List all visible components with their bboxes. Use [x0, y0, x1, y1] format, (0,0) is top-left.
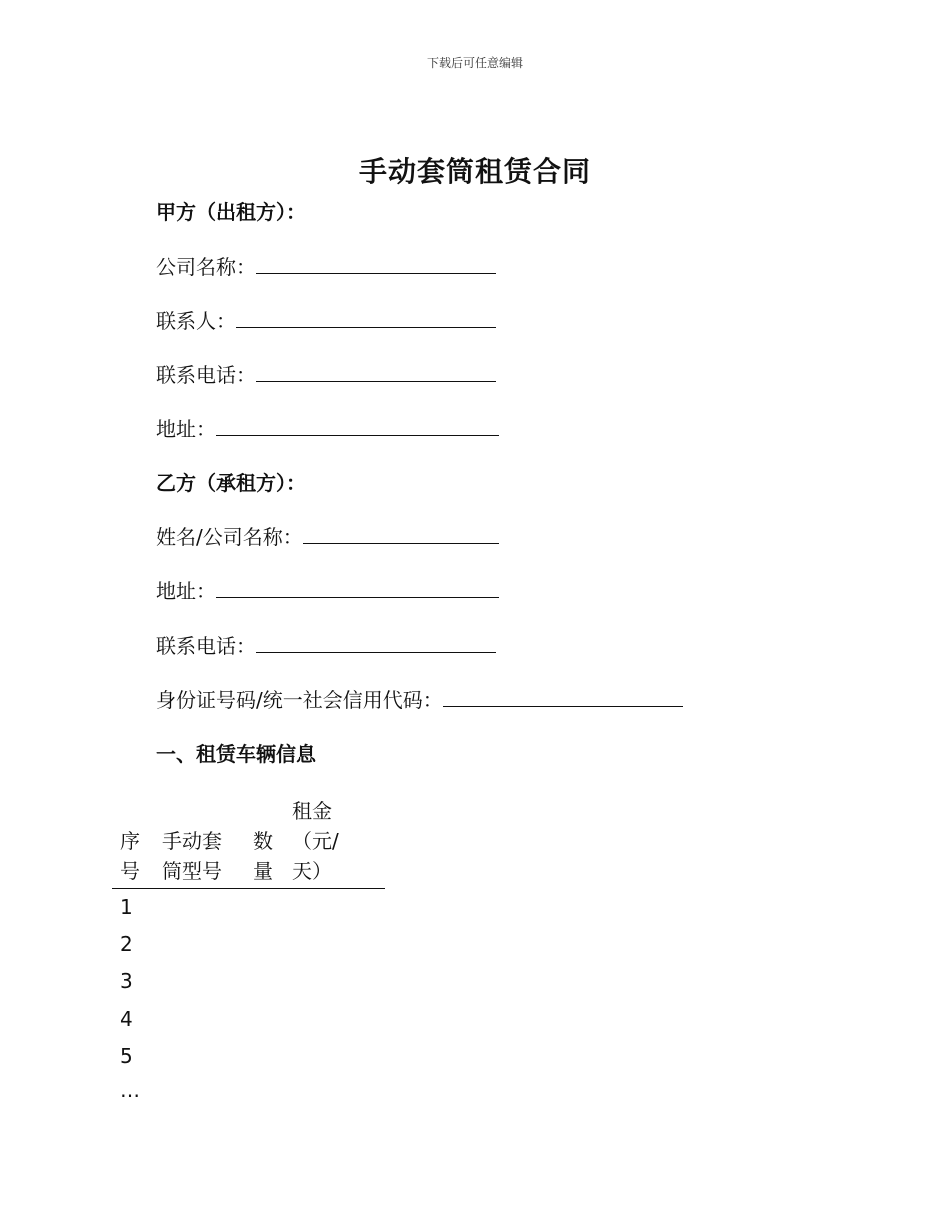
field-label: 地址： [156, 579, 216, 603]
document-title: 手动套筒租赁合同 [358, 155, 591, 188]
fill-in-blank[interactable] [256, 361, 496, 382]
fill-in-blank[interactable] [256, 253, 496, 274]
party-b-name-field [156, 523, 499, 551]
header-line: 天） [292, 859, 332, 883]
field-label: 公司名称： [156, 255, 256, 279]
fill-in-blank[interactable] [443, 686, 683, 707]
table-row: 2 [120, 932, 133, 956]
table-row: 5 [120, 1044, 133, 1068]
header-cell-model [162, 826, 222, 886]
field-label: 姓名/公司名称： [156, 525, 303, 549]
fill-in-blank[interactable] [256, 632, 496, 653]
header-line: 号 [120, 859, 140, 883]
header-cell-index [120, 826, 140, 886]
fill-in-blank[interactable] [303, 523, 499, 544]
table-row: 3 [120, 969, 133, 993]
fill-in-blank[interactable] [236, 307, 496, 328]
party-a-heading: 甲方（出租方）： [156, 200, 306, 224]
header-cell-quantity [253, 826, 273, 886]
header-line: （元/ [292, 829, 339, 853]
header-note: 下载后可任意编辑 [426, 56, 523, 70]
party-b-address-field [156, 577, 499, 605]
section-1-heading: 一、租赁车辆信息 [156, 742, 316, 766]
field-label: 联系人： [156, 309, 236, 333]
table-header [112, 796, 385, 889]
party-b-id-field [156, 686, 683, 714]
vehicle-info-table [112, 796, 385, 1102]
fill-in-blank[interactable] [216, 577, 499, 598]
header-line: 租金 [292, 799, 332, 823]
fill-in-blank[interactable] [216, 415, 499, 436]
party-a-address-field [156, 415, 499, 443]
header-line: 数 [253, 829, 273, 853]
header-line: 筒型号 [162, 859, 222, 883]
party-a-contact-field [156, 307, 496, 335]
table-row: 4 [120, 1007, 133, 1031]
field-label: 联系电话： [156, 634, 256, 658]
table-row: 1 [120, 895, 133, 919]
party-b-heading: 乙方（承租方）： [156, 471, 306, 495]
party-a-company-field [156, 253, 496, 281]
header-cell-rent [292, 796, 339, 886]
field-label: 联系电话： [156, 363, 256, 387]
header-line: 序 [120, 829, 140, 853]
table-row: … [120, 1078, 140, 1102]
header-line: 量 [253, 859, 273, 883]
field-label: 地址： [156, 417, 216, 441]
field-label: 身份证号码/统一社会信用代码： [156, 688, 443, 712]
header-line: 手动套 [162, 829, 222, 853]
party-b-phone-field [156, 632, 496, 660]
party-a-phone-field [156, 361, 496, 389]
